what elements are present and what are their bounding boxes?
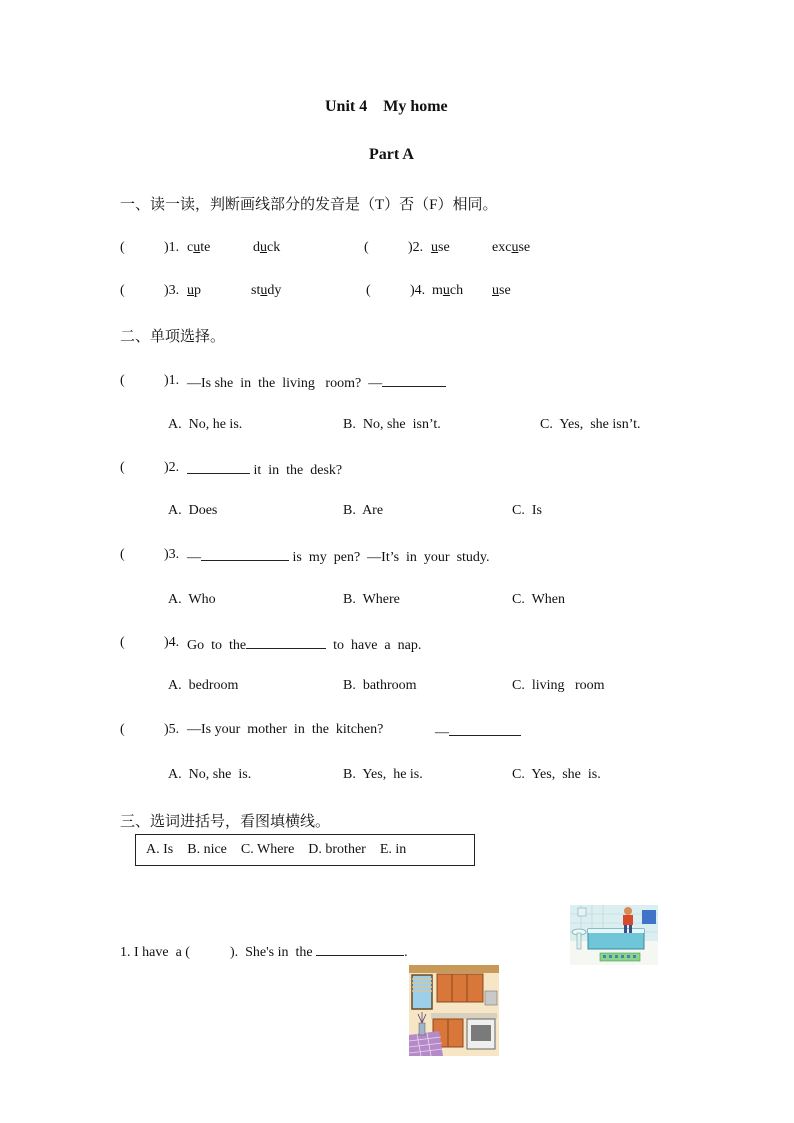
s2-option-b: B. Where [343, 592, 400, 607]
s2-option-c: C. Yes, she isn’t. [540, 417, 641, 432]
s2-paren-open: ( [120, 635, 125, 650]
s2-paren-open: ( [120, 460, 125, 475]
s2-option-b: B. Are [343, 503, 384, 518]
s2-option-a: A. No, she is. [168, 767, 252, 782]
section-1-heading: 一、读一读，判断画线部分的发音是（T）否（F）相同。 [120, 197, 498, 213]
s1-paren-open: ( [364, 240, 369, 255]
s1-word: use [431, 240, 450, 255]
s2-stem: — is my pen? —It’s in your study. [187, 547, 490, 566]
s2-option-a: A. No, he is. [168, 417, 243, 432]
s1-word: excuse [492, 240, 531, 255]
s2-option-b: B. No, she isn’t. [343, 417, 441, 432]
word-option: C. Where [240, 842, 295, 857]
answer-blank[interactable] [201, 547, 289, 561]
s2-stem: Go to the to have a nap. [187, 635, 421, 654]
s2-stem: —Is your mother in the kitchen? [187, 722, 384, 737]
answer-blank[interactable] [187, 460, 250, 474]
s2-stem: it in the desk? [187, 460, 342, 479]
section-2-heading: 二、单项选择。 [120, 329, 226, 345]
s2-option-a: A. bedroom [168, 678, 239, 693]
s2-paren-open: ( [120, 722, 125, 737]
s1-number: )1. [164, 240, 180, 255]
s2-number: )1. [164, 373, 180, 388]
s2-paren-open: ( [120, 547, 125, 562]
s1-word: cute [187, 240, 211, 255]
s1-word: up [187, 283, 201, 298]
s1-number: )2. [408, 240, 424, 255]
s2-option-a: A. Does [168, 503, 218, 518]
s1-number: )3. [164, 283, 180, 298]
s2-answer-dash: — [435, 722, 521, 741]
s1-paren-open: ( [120, 283, 125, 298]
word-option: A. Is [146, 842, 174, 857]
page-subtitle: Part A [369, 146, 414, 163]
s1-word: duck [253, 240, 281, 255]
answer-blank[interactable] [246, 635, 326, 649]
s2-option-c: C. Yes, she is. [512, 767, 601, 782]
answer-blank[interactable] [382, 373, 446, 387]
s2-number: )4. [164, 635, 180, 650]
s2-option-c: C. When [512, 592, 566, 607]
s2-number: )5. [164, 722, 180, 737]
answer-blank[interactable] [449, 722, 521, 736]
kitchen-picture [409, 965, 499, 1056]
s2-option-c: C. Is [512, 503, 542, 518]
s1-word: use [492, 283, 511, 298]
s2-option-a: A. Who [168, 592, 216, 607]
s2-option-c: C. living room [512, 678, 605, 693]
s2-number: )3. [164, 547, 180, 562]
s2-option-b: B. bathroom [343, 678, 417, 693]
s1-word: much [432, 283, 464, 298]
page-title: Unit 4 My home [325, 98, 448, 115]
s1-number: )4. [410, 283, 426, 298]
word-option: B. nice [187, 842, 227, 857]
s1-word: study [251, 283, 282, 298]
s2-number: )2. [164, 460, 180, 475]
s2-paren-open: ( [120, 373, 125, 388]
s1-paren-open: ( [120, 240, 125, 255]
word-bank-box [135, 834, 475, 866]
s1-paren-open: ( [366, 283, 371, 298]
answer-blank[interactable] [316, 942, 404, 956]
bathroom-picture [570, 905, 658, 965]
section-3-heading: 三、选词进括号，看图填横线。 [120, 814, 331, 830]
word-option: D. brother [308, 842, 366, 857]
s3-question-1: 1. I have a ( ). She's in the . [120, 942, 408, 961]
s2-stem: —Is she in the living room? — [187, 373, 446, 392]
s2-option-b: B. Yes, he is. [343, 767, 423, 782]
word-option: E. in [379, 842, 407, 857]
